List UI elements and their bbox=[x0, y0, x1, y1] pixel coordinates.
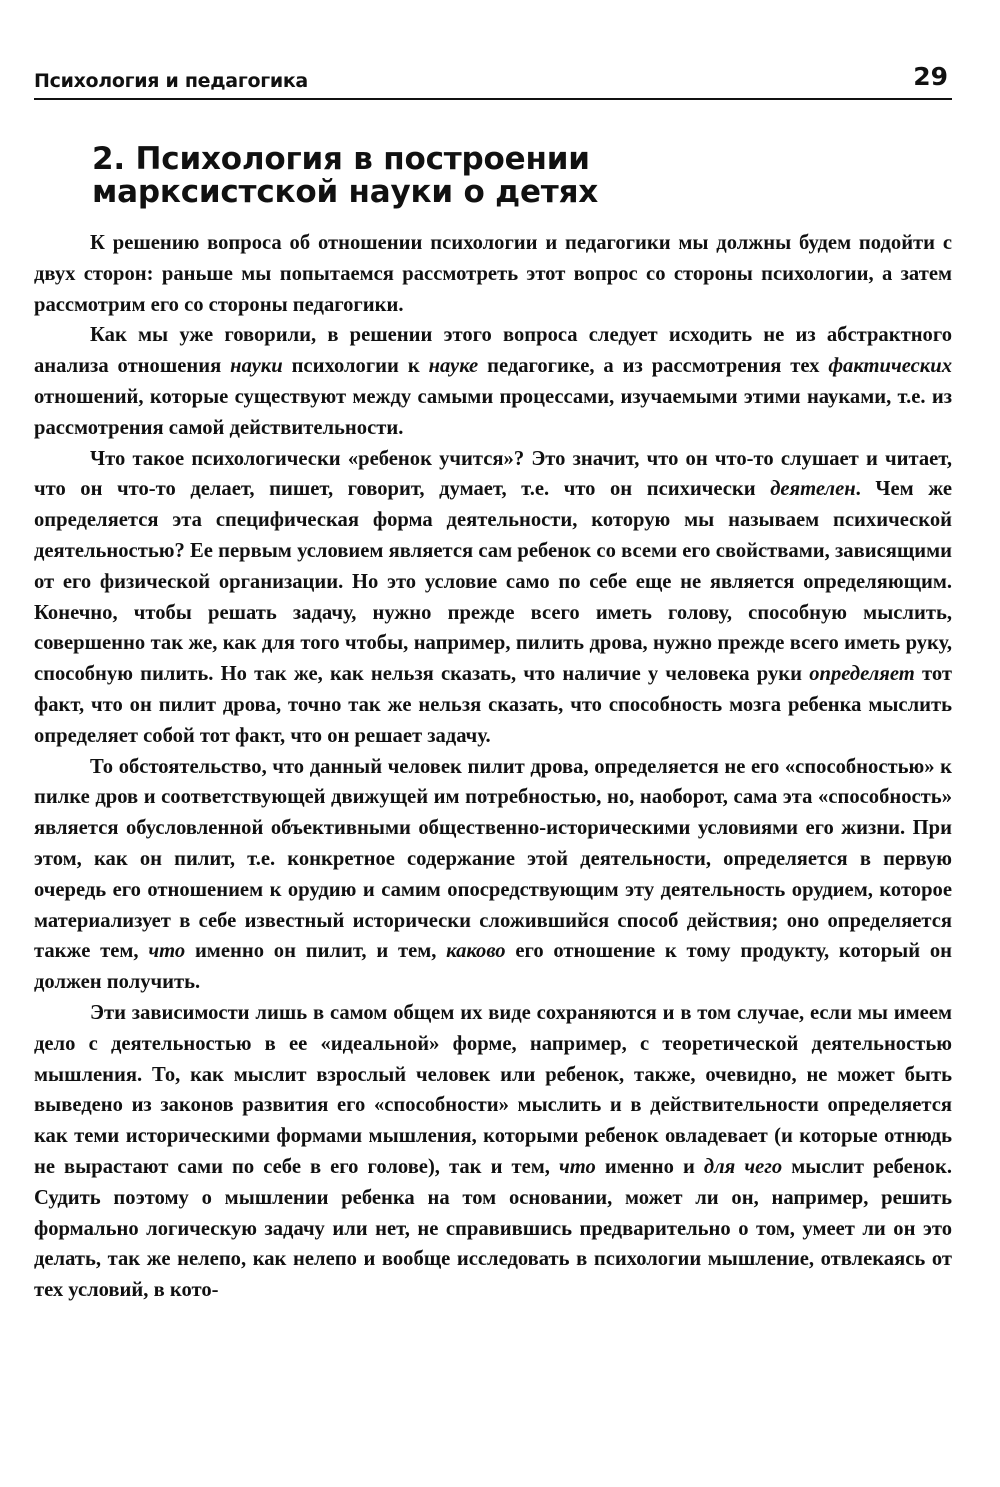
paragraph-5-emphasis-dlya-chego: для чего bbox=[703, 1155, 783, 1178]
paragraph-4-text-a: То обстоятельство, что данный человек пилит дрова, определяется не его «способностью» к пилке дров и соответствующей движущей им потребностью, но, наоборот, сама эта «способность» является обусловленной объективными общественно-историческими условиями его жизни. При этом, как он пилит, т.е. конкретное содержание этой деятельности, определяется в первую очередь его отношением к орудию и самим опосредствующим эту деятельность орудием, которое материализует в себе известный исторически сложившийся способ действия; оно определяется также тем, bbox=[34, 755, 952, 963]
paragraph-3 bbox=[34, 444, 952, 752]
paragraph-1-text: К решению вопроса об отношении психологии и педагогики мы должны будем подойти с двух сторон: раньше мы попытаемся рассмотреть этот вопрос со стороны психологии, а затем рассмотрим его со стороны педагогики. bbox=[34, 232, 952, 316]
paragraph-5-text-c: мыслит ребенок. Судить поэтому о мышлении ребенка на том основании, может ли он, например, решить формально логическую задачу или нет, не справившись предварительно о том, умеет ли он это делать, так же нелепо, как нелепо и вообще исследовать в психологии мышление, отвлекаясь от тех условий, в кото- bbox=[34, 1155, 952, 1302]
paragraph-5-text-b: именно и bbox=[595, 1155, 704, 1178]
section-heading bbox=[92, 143, 942, 209]
paragraph-4-text-b: именно он пилит, и тем, bbox=[185, 940, 447, 963]
paragraph-3-text-c: тот факт, что он пилит дрова, точно так же нельзя сказать, что способность мозга ребенка мыслить определяет собой тот факт, что он решает задачу. bbox=[34, 663, 952, 747]
paragraph-5-emphasis-chto: что bbox=[558, 1155, 596, 1178]
paragraph-4-emphasis-kakovo: каково bbox=[446, 940, 506, 963]
paragraph-4 bbox=[34, 752, 952, 998]
running-title: Психология и педагогика bbox=[34, 70, 308, 92]
paragraph-2-emphasis-nauki: науки bbox=[230, 355, 283, 378]
running-header bbox=[34, 58, 952, 100]
paragraph-1 bbox=[34, 228, 952, 320]
paragraph-2-text-a: Как мы уже говорили, в решении этого вопроса следует исходить не из абстрактного анализа отношения bbox=[34, 324, 952, 378]
paragraph-5-text-a: Эти зависимости лишь в самом общем их виде сохраняются и в том случае, если мы имеем дело с деятельностью в ее «идеальной» форме, например, с теоретической деятельностью мышления. То, как мыслит взрослый человек или ребенок, также, очевидно, не может быть выведено из законов развития его «способности» мыслить и в действительности определяется как теми историческими формами мышления, которыми ребенок овладевает (и которые отнюдь не вырастают сами по себе в его голове), так и тем, bbox=[34, 1001, 952, 1178]
body-text bbox=[34, 228, 952, 1306]
page-number: 29 bbox=[913, 62, 948, 91]
paragraph-3-emphasis-opredelyaet: определяет bbox=[809, 663, 915, 686]
paragraph-2-text-c: педагогике, а из рассмотрения тех bbox=[478, 355, 829, 378]
paragraph-2-text-d: отношений, которые существуют между самыми процессами, изучаемыми этими науками, т.е. из рассмотрения самой действительности. bbox=[34, 385, 952, 439]
paragraph-3-text-a: Что такое психологически «ребенок учится»? Это значит, что он что-то слушает и читает, что он что-то делает, пишет, говорит, думает, т.е. что он психически bbox=[34, 447, 952, 501]
paragraph-3-text-b: . Чем же определяется эта специфическая форма деятельности, которую мы называем психической деятельностью? Ее первым условием является сам ребенок со всеми его свойствами, зависящими от его физической организации. Но это условие само по себе еще не является определяющим. Конечно, чтобы решать задачу, нужно прежде всего иметь голову, способную мыслить, совершенно так же, как для того чтобы, например, пилить дрова, нужно прежде всего иметь руку, способную пилить. Но так же, как нельзя сказать, что наличие у человека руки bbox=[34, 478, 952, 686]
paragraph-3-emphasis-deyatelen: деятелен bbox=[770, 478, 856, 501]
paragraph-5 bbox=[34, 998, 952, 1306]
section-heading-line-2: марксистской науки о детях bbox=[92, 174, 599, 210]
paragraph-2-text-b: психологии к bbox=[282, 355, 429, 378]
section-heading-line-1: 2. Психология в построении bbox=[92, 141, 590, 177]
paragraph-2-emphasis-fakticheskih: фактических bbox=[828, 355, 952, 378]
paragraph-2 bbox=[34, 320, 952, 443]
paragraph-2-emphasis-nauke: науке bbox=[428, 355, 479, 378]
paragraph-4-emphasis-chto: что bbox=[148, 940, 186, 963]
paragraph-4-text-c: его отношение к тому продукту, который он должен получить. bbox=[34, 940, 953, 994]
